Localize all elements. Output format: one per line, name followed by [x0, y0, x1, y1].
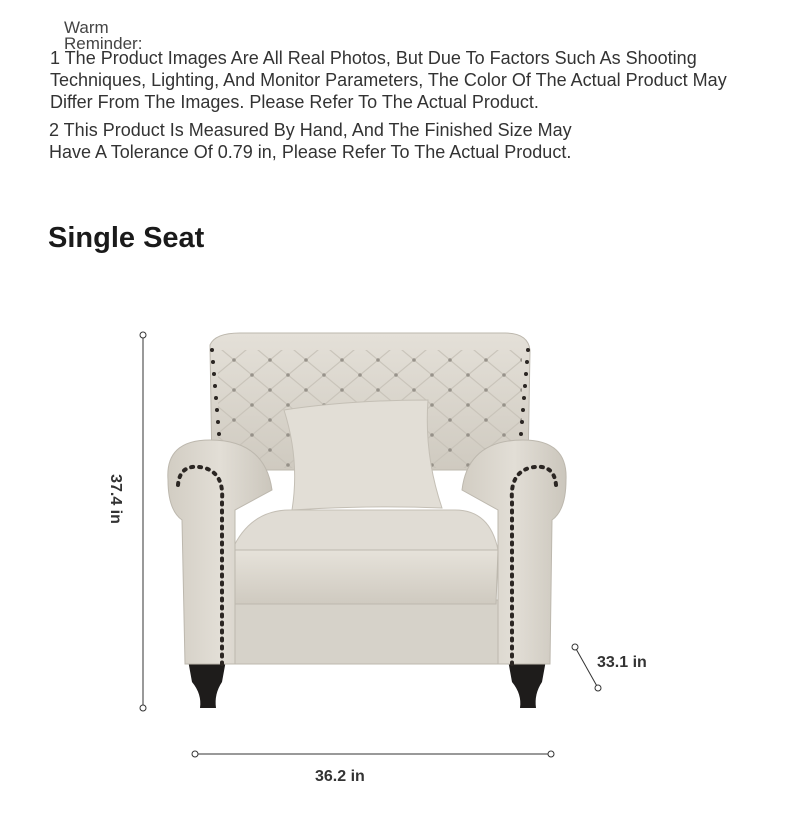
depth-dimension-label: 33.1 in: [597, 654, 647, 671]
width-dimension-line: [192, 751, 554, 757]
height-dimension-line: [140, 332, 146, 711]
note-2-line-2: Have A Tolerance Of 0.79 in, Please Refer To The Actual Product.: [49, 142, 572, 162]
page-title: Single Seat: [48, 222, 205, 254]
height-dimension-label: 37.4 in: [106, 474, 124, 524]
note-1-line-1: 1 The Product Images Are All Real Photos, But Due To Factors Such As Shooting: [50, 48, 697, 68]
warm-reminder-title: Warm Reminder:: [64, 18, 143, 53]
note-1-line-2: Techniques, Lighting, And Monitor Parameters, The Color Of The Actual Product May: [50, 70, 727, 90]
note-1-line-3: Differ From The Images. Please Refer To The Actual Product.: [50, 92, 539, 112]
seat-cushion: [232, 510, 498, 604]
chair-base: [185, 600, 550, 664]
throw-pillow: [284, 400, 442, 510]
width-dimension-label: 36.2 in: [315, 768, 365, 785]
note-2-line-1: 2 This Product Is Measured By Hand, And The Finished Size May: [49, 120, 572, 140]
chair-legs: [188, 660, 546, 708]
